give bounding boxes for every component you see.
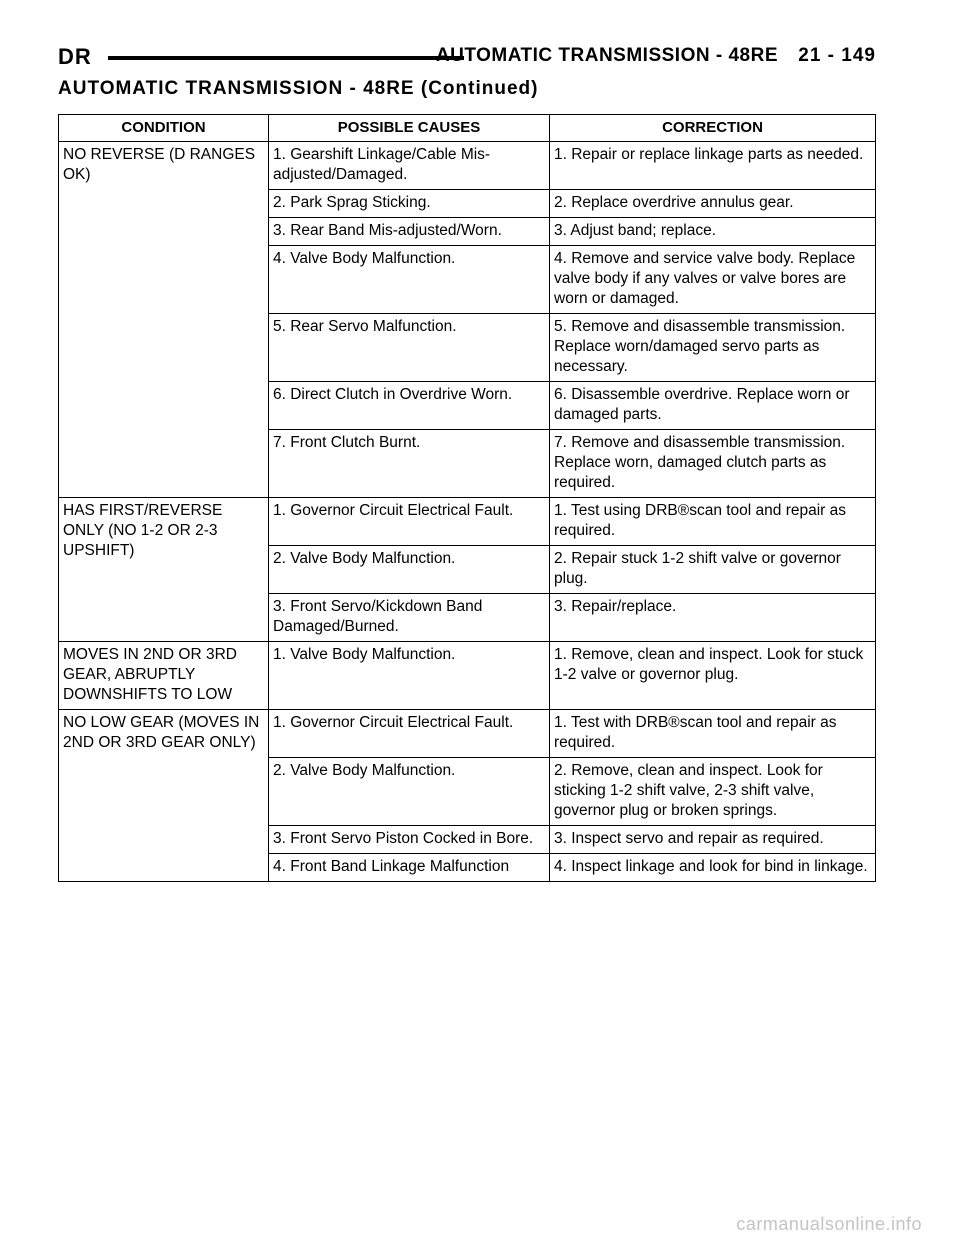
correction-cell: 2. Replace overdrive annulus gear. bbox=[550, 190, 876, 218]
cause-cell: 3. Front Servo Piston Cocked in Bore. bbox=[269, 826, 550, 854]
table-row bbox=[59, 498, 876, 546]
correction-cell: 1. Test with DRB®scan tool and repair as required. bbox=[550, 710, 876, 758]
condition-cell: HAS FIRST/REVERSE ONLY (NO 1-2 OR 2-3 UPSHIFT) bbox=[59, 498, 269, 642]
cause-cell: 2. Park Sprag Sticking. bbox=[269, 190, 550, 218]
cause-cell: 3. Rear Band Mis-adjusted/Worn. bbox=[269, 218, 550, 246]
correction-cell: 3. Adjust band; replace. bbox=[550, 218, 876, 246]
condition-cell: NO REVERSE (D RANGES OK) bbox=[59, 142, 269, 498]
condition-cell: MOVES IN 2ND OR 3RD GEAR, ABRUPTLY DOWNSHIFTS TO LOW bbox=[59, 642, 269, 710]
correction-cell: 7. Remove and disassemble transmission. Replace worn, damaged clutch parts as required. bbox=[550, 430, 876, 498]
cause-cell: 1. Gearshift Linkage/Cable Mis-adjusted/Damaged. bbox=[269, 142, 550, 190]
page-header bbox=[58, 40, 876, 70]
section-title: AUTOMATIC TRANSMISSION - 48RE (Continued) bbox=[58, 78, 539, 99]
correction-cell: 4. Inspect linkage and look for bind in linkage. bbox=[550, 854, 876, 882]
header-section-title: AUTOMATIC TRANSMISSION - 48RE bbox=[435, 45, 778, 66]
correction-cell: 2. Remove, clean and inspect. Look for sticking 1-2 shift valve, 2-3 shift valve, governor plug or broken springs. bbox=[550, 758, 876, 826]
cause-cell: 4. Front Band Linkage Malfunction bbox=[269, 854, 550, 882]
table-row bbox=[59, 642, 876, 710]
cause-cell: 6. Direct Clutch in Overdrive Worn. bbox=[269, 382, 550, 430]
cause-cell: 2. Valve Body Malfunction. bbox=[269, 758, 550, 826]
cause-cell: 2. Valve Body Malfunction. bbox=[269, 546, 550, 594]
header-model-code: DR bbox=[58, 44, 92, 69]
cause-cell: 1. Valve Body Malfunction. bbox=[269, 642, 550, 710]
correction-cell: 3. Repair/replace. bbox=[550, 594, 876, 642]
correction-cell: 6. Disassemble overdrive. Replace worn or damaged parts. bbox=[550, 382, 876, 430]
table-body bbox=[59, 142, 876, 882]
table-row bbox=[59, 142, 876, 190]
cause-cell: 1. Governor Circuit Electrical Fault. bbox=[269, 498, 550, 546]
column-header-possible-causes: POSSIBLE CAUSES bbox=[269, 115, 550, 142]
header-page-number: 21 - 149 bbox=[798, 45, 876, 66]
correction-cell: 1. Repair or replace linkage parts as needed. bbox=[550, 142, 876, 190]
cause-cell: 1. Governor Circuit Electrical Fault. bbox=[269, 710, 550, 758]
correction-cell: 3. Inspect servo and repair as required. bbox=[550, 826, 876, 854]
column-header-correction: CORRECTION bbox=[550, 115, 876, 142]
correction-cell: 2. Repair stuck 1-2 shift valve or governor plug. bbox=[550, 546, 876, 594]
correction-cell: 1. Test using DRB®scan tool and repair as required. bbox=[550, 498, 876, 546]
correction-cell: 4. Remove and service valve body. Replace valve body if any valves or valve bores are worn or damaged. bbox=[550, 246, 876, 314]
cause-cell: 4. Valve Body Malfunction. bbox=[269, 246, 550, 314]
cause-cell: 7. Front Clutch Burnt. bbox=[269, 430, 550, 498]
correction-cell: 1. Remove, clean and inspect. Look for stuck 1-2 valve or governor plug. bbox=[550, 642, 876, 710]
correction-cell: 5. Remove and disassemble transmission. Replace worn/damaged servo parts as necessary. bbox=[550, 314, 876, 382]
diagnosis-table bbox=[58, 114, 876, 882]
watermark-text: carmanualsonline.info bbox=[736, 1214, 922, 1234]
condition-cell: NO LOW GEAR (MOVES IN 2ND OR 3RD GEAR ONLY) bbox=[59, 710, 269, 882]
table-header-row bbox=[59, 115, 876, 142]
cause-cell: 5. Rear Servo Malfunction. bbox=[269, 314, 550, 382]
table-row bbox=[59, 710, 876, 758]
column-header-condition: CONDITION bbox=[59, 115, 269, 142]
header-rule bbox=[108, 56, 464, 60]
cause-cell: 3. Front Servo/Kickdown Band Damaged/Burned. bbox=[269, 594, 550, 642]
